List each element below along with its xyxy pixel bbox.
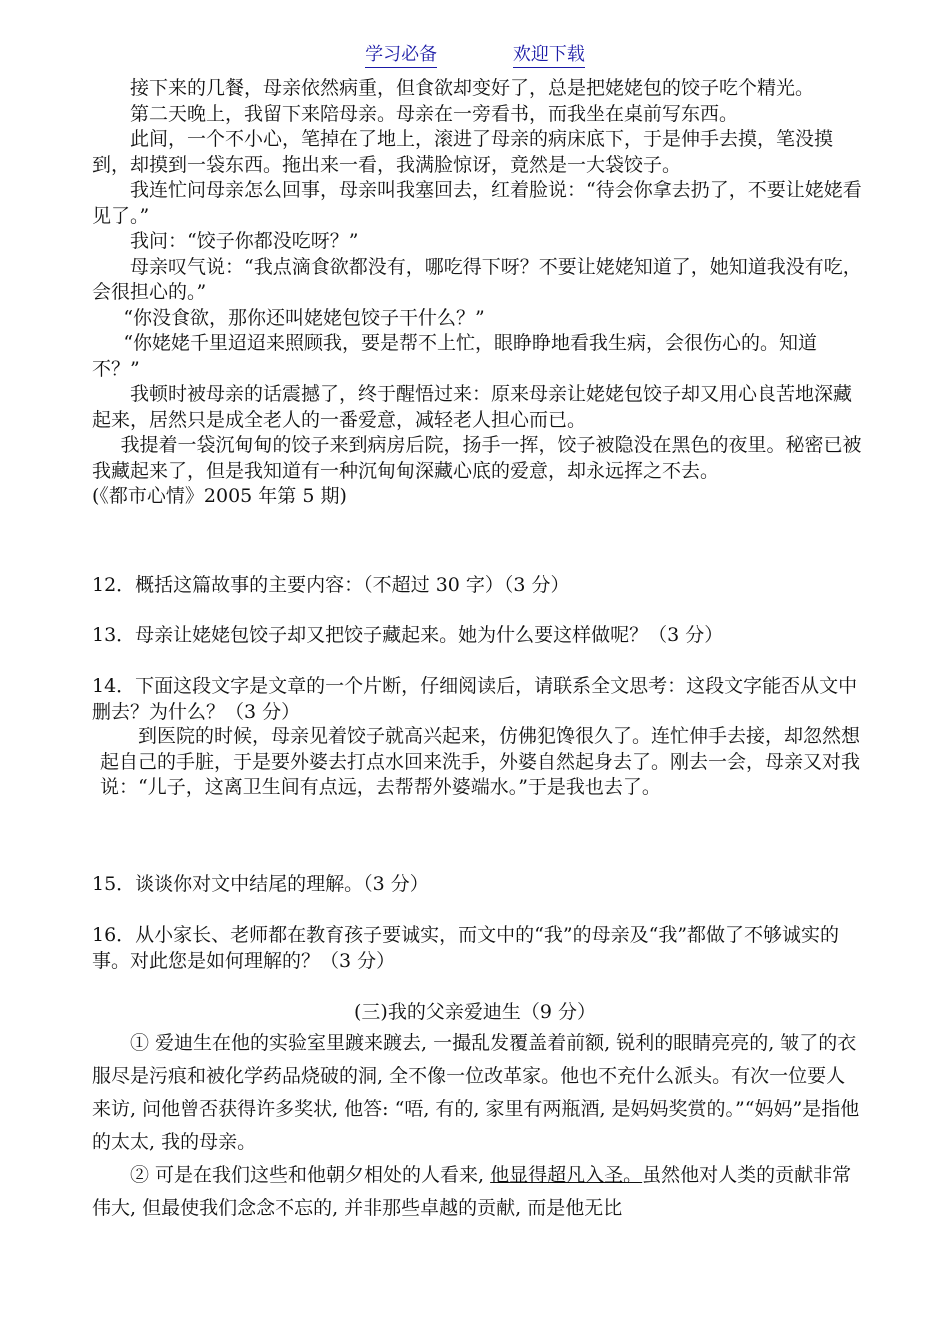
story-paragraph: 我提着一袋沉甸甸的饺子来到病房后院，扬手一挥，饺子被隐没在黑色的夜里。秘密已被我藏起来了，但是我知道有一种沉甸甸深藏心底的爱意，却永远挥之不去。 bbox=[92, 434, 862, 482]
header-right-text: 欢迎下载 bbox=[513, 40, 585, 68]
question-15: 15．谈谈你对文中结尾的理解。（3 分） bbox=[92, 873, 429, 895]
header-left-text: 学习必备 bbox=[365, 40, 437, 68]
paragraph-2-end: 虽然他对人类的贡献非常伟大, 但最使我们念念不忘的, 并非那些卓越的贡献, 而是他无比 bbox=[92, 1164, 852, 1219]
question-13: 13．母亲让姥姥包饺子却又把饺子藏起来。她为什么要这样做呢？（3 分） bbox=[92, 624, 724, 646]
story-paragraph: 第二天晚上，我留下来陪母亲。母亲在一旁看书，而我坐在桌前写东西。 bbox=[130, 102, 739, 125]
question-16: 16．从小家长、老师都在教育孩子要诚实，而文中的“我”的母亲及“我”都做了不够诚实的事。对此您是如何理解的？（3 分） bbox=[92, 924, 840, 972]
question-12: 12．概括这篇故事的主要内容：（不超过 30 字）（3 分） bbox=[92, 574, 570, 596]
story-paragraph: “你姥姥千里迢迢来照顾我，要是帮不上忙，眼睁睁地看我生病，会很伤心的。知道不？” bbox=[92, 332, 818, 380]
section-title: (三)我的父亲爱迪生（9 分） bbox=[354, 1001, 596, 1023]
section-3-text bbox=[92, 1027, 862, 1225]
story-paragraph: 接下来的几餐，母亲依然病重，但食欲却变好了，总是把姥姥包的饺子吃个精光。 bbox=[130, 77, 815, 99]
section-3-paragraph-1: ① 爱迪生在他的实验室里踱来踱去, 一撮乱发覆盖着前额, 锐利的眼睛亮亮的, 皱了的衣服尽是污痕和被化学药品烧破的洞, 全不像一位改革家。他也不充什么派头。有次一位要人来访, 问他曾否获得许多奖状, 他答: “唔, 有的, 家里有两瓶酒, 是妈妈奖赏的。”“妈妈”是指他的太太, 我的母亲。 bbox=[92, 1032, 860, 1153]
story-source: (《都市心情》2005 年第 5 期) bbox=[92, 485, 347, 507]
page-header bbox=[0, 40, 950, 68]
question-14: 14．下面这段文字是文章的一个片断，仔细阅读后，请联系全文思考：这段文字能否从文中删去？为什么？（3 分） bbox=[92, 675, 858, 723]
story-paragraph: 我连忙问母亲怎么回事，母亲叫我塞回去，红着脸说：“待会你拿去扔了，不要让姥姥看见了。” bbox=[92, 179, 862, 227]
question-14-excerpt: 到医院的时候，母亲见着饺子就高兴起来，仿佛犯馋很久了。连忙伸手去接，却忽然想起自己的手脏，于是要外婆去打点水回来洗手，外婆自然起身去了。刚去一会，母亲又对我说：“儿子，这离卫生间有点远，去帮帮外婆端水。”于是我也去了。 bbox=[100, 725, 861, 798]
story-paragraph: “你没食欲，那你还叫姥姥包饺子干什么？” bbox=[123, 306, 485, 329]
section-3-paragraph-2 bbox=[92, 1159, 862, 1225]
story-paragraph: 我顿时被母亲的话震撼了，终于醒悟过来：原来母亲让姥姥包饺子却又用心良苦地深藏起来，居然只是成全老人的一番爱意，减轻老人担心而已。 bbox=[92, 383, 853, 431]
paragraph-2-start: ② 可是在我们这些和他朝夕相处的人看来, bbox=[130, 1164, 491, 1186]
underlined-phrase: 他显得超凡入圣。 bbox=[490, 1164, 643, 1186]
story-paragraph: 母亲叹气说：“我点滴食欲都没有，哪吃得下呀？不要让姥姥知道了，她知道我没有吃，会很担心的。” bbox=[92, 255, 862, 303]
story-text bbox=[92, 76, 862, 510]
story-paragraph: 此间，一个不小心，笔掉在了地上，滚进了母亲的病床底下，于是伸手去摸，笔没摸到，却摸到一袋东西。拖出来一看，我满脸惊讶，竟然是一大袋饺子。 bbox=[92, 128, 834, 176]
story-paragraph: 我问：“饺子你都没吃呀？” bbox=[130, 230, 359, 252]
